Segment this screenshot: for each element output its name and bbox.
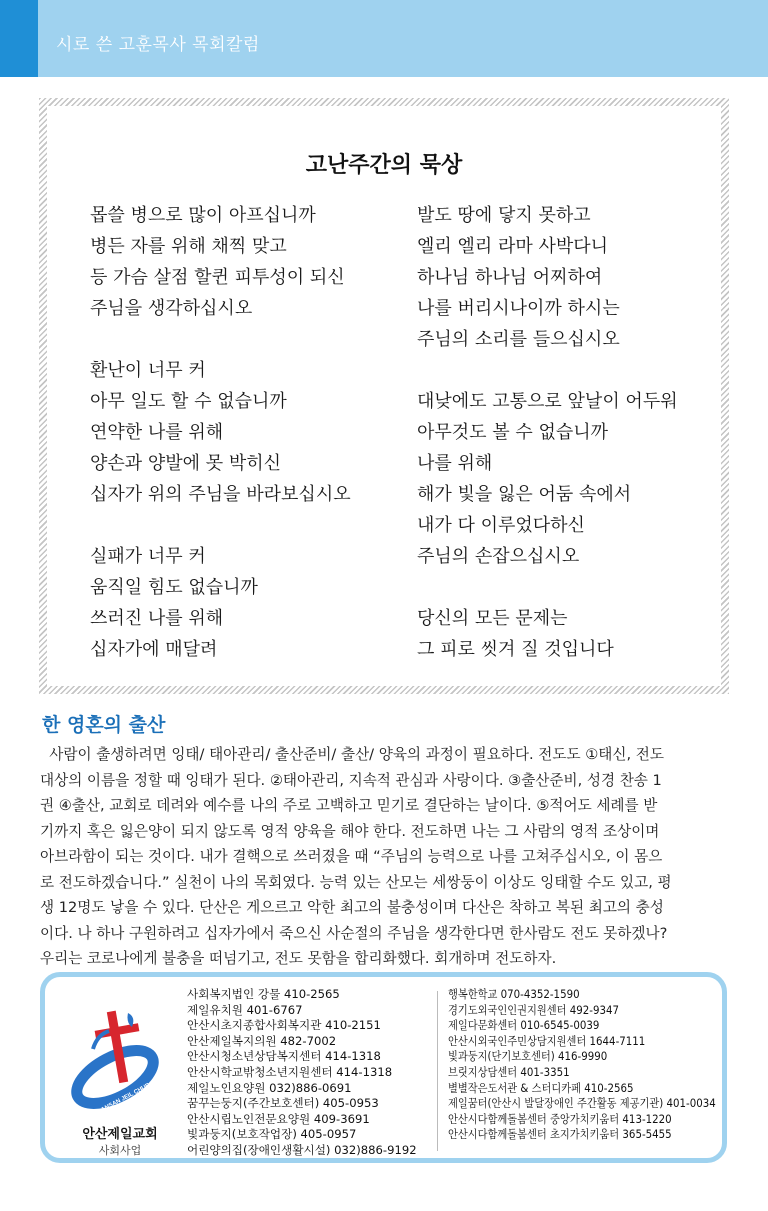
poem-line: [417, 355, 678, 386]
church-logo-icon: [65, 999, 175, 1119]
directory-entry: 브릿지상담센터 401-3351: [448, 1064, 570, 1079]
directory-entry: 안산제일복지의원 482-7002: [187, 1033, 337, 1048]
header-accent-tab: [0, 0, 38, 77]
directory-entry: 안산시청소년상담복지센터 414-1318: [187, 1049, 381, 1064]
poem-line: 해가 빛을 잃은 어둠 속에서: [417, 484, 632, 505]
church-logo: [65, 999, 175, 1157]
poem-panel: [47, 106, 721, 686]
poem-line: 주님의 손잡으십시오: [417, 546, 580, 567]
directory-entry: 제일꿈터(안산시 발달장애인 주간활동 제공기관) 401-0034: [448, 1096, 716, 1111]
directory-entry: 안산시다함께돌봄센터 초지가치키움터 365-5455: [448, 1127, 672, 1142]
column-series-title: 시로 쓴 고훈목사 목회칼럼: [56, 35, 260, 55]
directory-entry: 안산시초지종합사회복지관 410-2151: [187, 1018, 381, 1033]
essay-line: 권 ④출산, 교회로 데려와 예수를 나의 주로 고백하고 믿기로 결단하는 날이다. ⑤적어도 세례를 받: [40, 797, 658, 814]
poem-line: 움직일 힘도 없습니까: [90, 577, 258, 598]
poem-line: 십자가 위의 주님을 바라보십시오: [90, 484, 351, 505]
directory-entry: 어린양의집(장애인생활시설) 032)886-9192: [187, 1142, 417, 1157]
poem-line: 양손과 양발에 못 박히신: [90, 453, 282, 474]
poem-line: 주님을 생각하십시오: [90, 298, 253, 319]
essay-title: 한 영혼의 출산: [42, 714, 166, 736]
essay-line: 기까지 혹은 잃은양이 되지 않도록 영적 양육을 해야 한다. 전도하면 나는 그 사람의 영적 조상이며: [40, 822, 660, 840]
poem-line: 쓰러진 나를 위해: [90, 608, 224, 629]
directory-entry: 안산시외국인주민상담지원센터 1644-7111: [448, 1033, 646, 1048]
poem-line: 주님의 소리를 들으십시오: [417, 329, 620, 350]
poem-line: 등 가슴 살점 할퀸 피투성이 되신: [90, 267, 345, 288]
poem-line: 몹쓸 병으로 많이 아프십니까: [90, 205, 316, 226]
poem-line: 엘리 엘리 라마 사박다니: [417, 236, 609, 257]
directory-entry: 안산시다함께돌봄센터 중앙가치키움터 413-1220: [448, 1111, 672, 1126]
directory-divider: [437, 991, 438, 1151]
poem-line: 병든 자를 위해 채찍 맞고: [90, 236, 287, 257]
essay-line: 아브라함이 되는 것이다. 내가 결핵으로 쓰러졌을 때 “주님의 능력으로 나를 고쳐주십시오, 이 몸으: [40, 848, 663, 865]
directory-entry: 경기도외국인인권지원센터 492-9347: [448, 1002, 620, 1017]
essay-line: 대상의 이름을 정할 때 잉태가 된다. ②태아관리, 지속적 관심과 사랑이다. ③출산준비, 성경 찬송 1: [40, 771, 662, 789]
directory-entry: 안산시립노인전문요양원 409-3691: [187, 1111, 370, 1126]
directory-entry: 제일노인요양원 032)886-0691: [187, 1080, 352, 1095]
directory-entry: 빛과둥지(보호작업장) 405-0957: [187, 1127, 357, 1142]
directory-entry: 제일다문화센터 010-6545-0039: [448, 1018, 600, 1033]
directory-entry: 꿈꾸는둥지(주간보호센터) 405-0953: [187, 1096, 379, 1111]
poem-line: 대낮에도 고통으로 앞날이 어두워: [417, 391, 678, 412]
church-ministry-label: 사회사업: [98, 1144, 142, 1157]
column-header-band: [0, 0, 768, 77]
poem-title: 고난주간의 묵상: [305, 153, 463, 178]
poem-line: 환난이 너무 커: [90, 360, 206, 381]
poem-line: 연약한 나를 위해: [90, 422, 224, 443]
essay-line: 사람이 출생하려면 잉태/ 태아관리/ 출산준비/ 출산/ 양육의 과정이 필요하다. 전도도 ①태신, 전도: [40, 746, 664, 763]
poem-line: 그 피로 씻겨 질 것입니다: [417, 639, 614, 660]
directory-entry: 사회복지법인 강물 410-2565: [187, 987, 340, 1001]
poem-line: 내가 다 이루었다하신: [417, 515, 585, 536]
poem-line: 당신의 모든 문제는: [417, 608, 568, 629]
essay-body: [40, 742, 728, 972]
poem-line: 실패가 너무 커: [90, 546, 206, 567]
poem-line: 아무 일도 할 수 없습니까: [90, 391, 287, 412]
essay-line: 로 전도하겠습니다.” 실천이 나의 목회였다. 능력 있는 산모는 세쌍둥이 이상도 잉태할 수도 있고, 평: [40, 873, 672, 891]
poem-line: 하나님 하나님 어찌하여: [417, 267, 603, 288]
directory-entry: 행복한학교 070-4352-1590: [448, 987, 580, 1001]
directory-entry: 제일유치원 401-6767: [187, 1002, 303, 1017]
poem-line: 발도 땅에 닿지 못하고: [417, 205, 591, 226]
directory-right-list: [448, 987, 752, 1143]
ministry-directory: [40, 972, 727, 1163]
essay-line: 이다. 나 하나 구원하려고 십자가에서 죽으신 사순절의 주님을 생각한다면 한사람도 전도 못하겠나?: [40, 924, 668, 942]
directory-left-list: [187, 987, 417, 1159]
logo-arc-text: ANSAN JEIL CHURCH: [100, 1078, 159, 1114]
essay-line: 우리는 코로나에게 불충을 떠넘기고, 전도 못함을 합리화했다. 회개하며 전도하자.: [40, 950, 557, 967]
poem-line: 나를 위해: [417, 453, 493, 474]
poem-line: 십자가에 매달려: [90, 639, 218, 660]
poem-line: [417, 572, 678, 603]
church-name: 안산제일교회: [82, 1127, 158, 1142]
poem-right-column: [417, 200, 678, 665]
poem-line: [90, 324, 351, 355]
poem-line: 아무것도 볼 수 없습니까: [417, 422, 609, 443]
poem-frame: [39, 98, 729, 694]
poem-left-column: [90, 200, 351, 665]
directory-entry: 빛과둥지(단기보호센터) 416-9990: [448, 1049, 608, 1064]
poem-line: 나를 버리시나이까 하시는: [417, 298, 620, 319]
essay-line: 생 12명도 낳을 수 있다. 단산은 게으르고 악한 최고의 불충성이며 다산은 착하고 복된 최고의 충성: [40, 899, 664, 916]
directory-entry: 별별작은도서관 & 스터디카페 410-2565: [448, 1080, 634, 1095]
directory-entry: 안산시학교밖청소년지원센터 414-1318: [187, 1064, 393, 1079]
poem-line: [90, 510, 351, 541]
